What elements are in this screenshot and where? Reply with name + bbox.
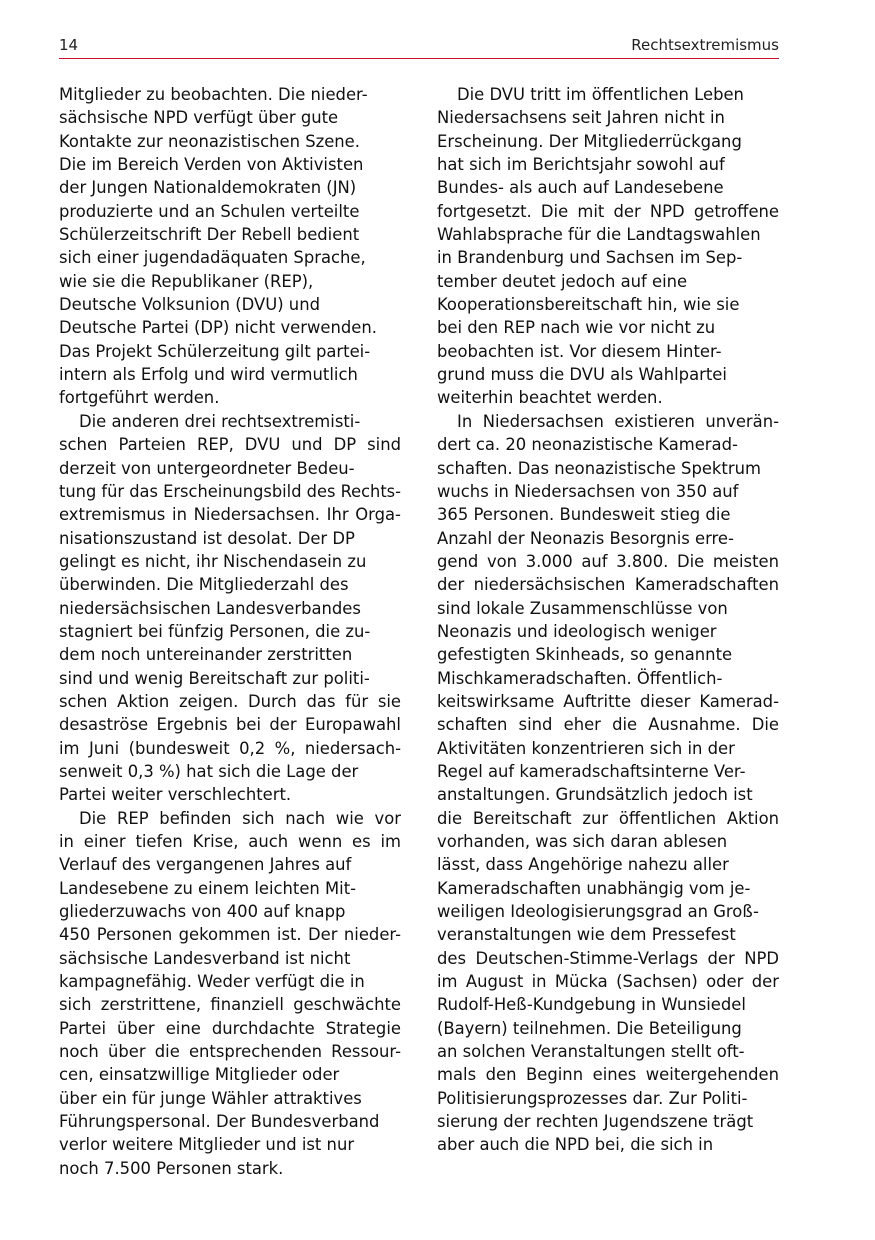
- text-line: dem noch untereinander zerstritten: [59, 645, 353, 665]
- text-line: Neonazis und ideologisch weniger: [437, 621, 717, 641]
- text-line: Bundes- als auch auf Landesebene: [437, 178, 724, 198]
- text-line: sich zerstrittene, finanziell geschwächte: [59, 995, 401, 1015]
- text-line: Regel auf kameradschaftsinterne Ver-: [437, 761, 746, 781]
- text-line: beobachten ist. Vor diesem Hinter-: [437, 341, 722, 361]
- text-line: der niedersächsischen Kameradschaften: [437, 575, 779, 595]
- text-line: vorhanden, was sich daran ablesen: [437, 832, 728, 851]
- text-line: Landesebene zu einem leichten Mit-: [59, 878, 357, 898]
- header-rule: [59, 58, 779, 59]
- text-line: Das Projekt Schülerzeitung gilt partei-: [59, 341, 371, 361]
- text-line: aber auch die NPD bei, die sich in: [437, 1135, 714, 1155]
- text-line: sind und wenig Bereitschaft zur politi-: [59, 668, 370, 688]
- text-line: kampagnefähig. Weder verfügt die in: [59, 972, 365, 992]
- text-line: Wahlabsprache für die Landtagswahlen: [437, 225, 761, 245]
- text-line: Die anderen drei rechtsextremisti-: [79, 411, 361, 431]
- left-column: [59, 83, 401, 1180]
- text-line: Mitglieder zu beobachten. Die nieder-: [59, 85, 368, 104]
- text-line: Kontakte zur neonazistischen Szene.: [59, 131, 360, 151]
- text-line: extremismus in Niedersachsen. Ihr Orga-: [59, 505, 401, 525]
- text-line: über ein für junge Wähler attraktives: [59, 1088, 362, 1108]
- text-line: wie sie die Republikaner (REP),: [59, 271, 314, 291]
- text-line: Die REP befinden sich nach wie vor: [79, 808, 402, 828]
- text-line: desaströse Ergebnis bei der Europawahl: [59, 715, 401, 735]
- text-line: sierung der rechten Jugendszene trägt: [437, 1112, 754, 1132]
- text-line: stagniert bei fünfzig Personen, die zu-: [59, 621, 371, 641]
- text-line: noch 7.500 Personen stark.: [59, 1158, 284, 1178]
- text-line: In Niedersachsen existieren unverän-: [457, 411, 779, 431]
- text-line: weiterhin beachtet werden.: [437, 388, 663, 408]
- text-line: anstaltungen. Grundsätzlich jedoch ist: [437, 785, 753, 805]
- text-line: sich einer jugendadäquaten Sprache,: [59, 248, 366, 268]
- text-line: niedersächsischen Landesverbandes: [59, 598, 361, 618]
- text-line: in einer tiefen Krise, auch wenn es im: [59, 832, 402, 851]
- text-line: gliederzuwachs von 400 auf knapp: [59, 902, 346, 922]
- page-header: [59, 34, 779, 58]
- text-line: sächsische NPD verfügt über gute: [59, 108, 339, 128]
- text-line: fortgeführt werden.: [59, 388, 220, 408]
- text-line: Deutsche Volksunion (DVU) und: [59, 295, 320, 315]
- text-line: Schülerzeitschrift Der Rebell bedient: [59, 225, 360, 245]
- text-line: Mischkameradschaften. Öffentlich-: [437, 668, 723, 688]
- text-line: Die im Bereich Verden von Aktivisten: [59, 155, 364, 175]
- text-line: schen Aktion zeigen. Durch das für sie: [59, 691, 402, 711]
- text-line: grund muss die DVU als Wahlpartei: [437, 365, 727, 385]
- text-line: Erscheinung. Der Mitgliederrückgang: [437, 131, 742, 151]
- text-line: Kameradschaften unabhängig vom je-: [437, 878, 751, 898]
- text-line: an solchen Veranstaltungen stellt oft-: [437, 1042, 745, 1062]
- text-line: sächsische Landesverband ist nicht: [59, 948, 351, 968]
- text-line: 450 Personen gekommen ist. Der nieder-: [59, 925, 402, 945]
- text-line: (Bayern) teilnehmen. Die Beteiligung: [437, 1018, 742, 1038]
- text-line: keitswirksame Auftritte dieser Kamerad-: [437, 691, 779, 711]
- text-line: intern als Erfolg und wird vermutlich: [59, 365, 358, 385]
- text-line: veranstaltungen wie dem Pressefest: [437, 925, 736, 945]
- page-number: 14: [59, 36, 79, 54]
- text-line: nisationszustand ist desolat. Der DP: [59, 528, 355, 548]
- text-line: noch über die entsprechenden Ressour-: [59, 1042, 402, 1062]
- text-line: Verlauf des vergangenen Jahres auf: [59, 855, 352, 875]
- text-line: gend von 3.000 auf 3.800. Die meisten: [437, 551, 779, 571]
- text-line: Deutsche Partei (DP) nicht verwenden.: [59, 318, 377, 338]
- text-line: Partei über eine durchdachte Strategie: [59, 1018, 401, 1038]
- text-line: lässt, dass Angehörige nahezu aller: [437, 855, 729, 875]
- text-line: schen Parteien REP, DVU und DP sind: [59, 435, 402, 455]
- text-line: bei den REP nach wie vor nicht zu: [437, 318, 716, 338]
- text-line: produzierte und an Schulen verteilte: [59, 201, 360, 221]
- text-line: weiligen Ideologisierungsgrad an Groß-: [437, 902, 759, 922]
- text-line: gelingt es nicht, ihr Nischendasein zu: [59, 551, 367, 571]
- text-line: der Jungen Nationaldemokraten (JN): [59, 178, 357, 198]
- text-line: Aktivitäten konzentrieren sich in der: [437, 738, 735, 758]
- text-line: Partei weiter verschlechtert.: [59, 785, 292, 805]
- text-line: wuchs in Niedersachsen von 350 auf: [437, 481, 739, 501]
- text-line: schaften. Das neonazistische Spektrum: [437, 458, 761, 478]
- text-line: 365 Personen. Bundesweit stieg die: [437, 505, 731, 525]
- text-line: schaften sind eher die Ausnahme. Die: [437, 715, 779, 735]
- text-line: gefestigten Skinheads, so genannte: [437, 645, 733, 665]
- text-line: tung für das Erscheinungsbild des Rechts-: [59, 481, 402, 501]
- text-line: verlor weitere Mitglieder und ist nur: [59, 1135, 355, 1155]
- text-line: derzeit von untergeordneter Bedeu-: [59, 458, 355, 478]
- text-line: cen, einsatzwillige Mitglieder oder: [59, 1065, 340, 1085]
- right-column: [437, 83, 779, 1157]
- text-line: Politisierungsprozesses dar. Zur Politi-: [437, 1088, 748, 1108]
- text-line: Niedersachsens seit Jahren nicht in: [437, 108, 725, 128]
- text-line: Die DVU tritt im öffentlichen Leben: [457, 85, 744, 104]
- running-title: Rechtsextremismus: [631, 36, 779, 54]
- text-line: des Deutschen-Stimme-Verlags der NPD: [437, 948, 779, 968]
- text-line: Rudolf-Heß-Kundgebung in Wunsiedel: [437, 995, 746, 1015]
- text-line: mals den Beginn eines weitergehenden: [437, 1065, 780, 1085]
- text-line: Kooperationsbereitschaft hin, wie sie: [437, 295, 740, 315]
- text-line: fortgesetzt. Die mit der NPD getroffene: [437, 201, 780, 221]
- text-line: im August in Mücka (Sachsen) oder der: [437, 972, 779, 992]
- text-line: tember deutet jedoch auf eine: [437, 271, 688, 291]
- text-line: dert ca. 20 neonazistische Kamerad-: [437, 435, 738, 455]
- text-line: überwinden. Die Mitgliederzahl des: [59, 575, 349, 595]
- text-line: Führungspersonal. Der Bundesverband: [59, 1112, 380, 1132]
- text-line: hat sich im Berichtsjahr sowohl auf: [437, 155, 725, 175]
- text-line: die Bereitschaft zur öffentlichen Aktion: [437, 808, 780, 828]
- text-line: Anzahl der Neonazis Besorgnis erre-: [437, 528, 734, 548]
- text-line: im Juni (bundesweit 0,2 %, niedersach-: [59, 738, 402, 758]
- text-line: sind lokale Zusammenschlüsse von: [437, 598, 728, 618]
- text-line: senweit 0,3 %) hat sich die Lage der: [59, 761, 359, 781]
- text-line: in Brandenburg und Sachsen im Sep-: [437, 248, 743, 268]
